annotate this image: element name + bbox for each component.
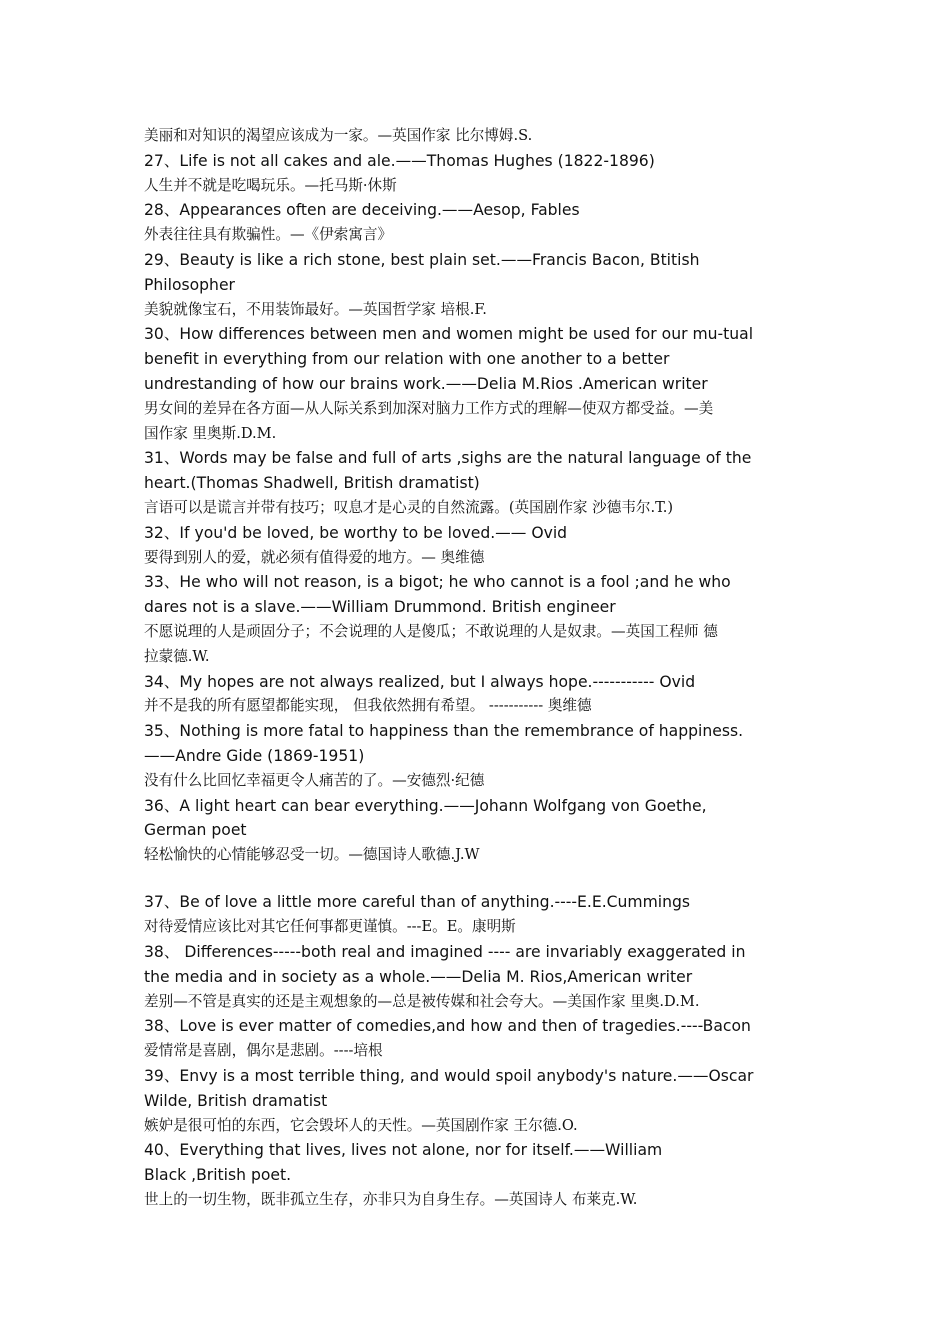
english-quote-line: 39、Envy is a most terrible thing, and would spoil anybody's nature.——Oscar (144, 1066, 754, 1085)
english-quote-line: 33、He who will not reason, is a bigot; he who cannot is a fool ;and he who (144, 573, 731, 592)
english-quote-line: Black ,British poet. (144, 1166, 292, 1185)
chinese-translation-line: 轻松愉快的心情能够忍受一切。—德国诗人歌德.J.W (144, 846, 480, 864)
chinese-translation-line: 外表往往具有欺骗性。—《伊索寓言》 (144, 226, 393, 244)
english-quote-line: 28、Appearances often are deceiving.——Aesop, Fables (144, 201, 580, 220)
english-quote-line: undrestanding of how our brains work.——Delia M.Rios .American writer (144, 374, 708, 393)
english-quote-line: 27、Life is not all cakes and ale.——Thomas Hughes (1822-1896) (144, 151, 655, 170)
chinese-translation-line: 拉蒙德.W. (144, 647, 210, 665)
english-quote-line: Philosopher (144, 275, 235, 294)
english-quote-line: 29、Beauty is like a rich stone, best plain set.——Francis Bacon, Btitish (144, 250, 700, 269)
chinese-translation-line: 男女间的差异在各方面—从人际关系到加深对脑力工作方式的理解—使双方都受益。—美 (144, 399, 714, 417)
chinese-translation-line: 差别—不管是真实的还是主观想象的—总是被传媒和社会夸大。—美国作家 里奥.D.M. (144, 992, 700, 1010)
chinese-translation-line: 不愿说理的人是顽固分子；不会说理的人是傻瓜；不敢说理的人是奴隶。—英国工程师 德 (144, 622, 718, 640)
english-quote-line: 37、Be of love a little more careful than of anything.----E.E.Cummings (144, 893, 691, 912)
english-quote-line: 40、Everything that lives, lives not alone, nor for itself.——William (144, 1141, 663, 1160)
chinese-translation-line: 爱情常是喜剧，偶尔是悲剧。----培根 (144, 1042, 383, 1060)
english-quote-line: 34、My hopes are not always realized, but I always hope.----------- Ovid (144, 672, 696, 691)
chinese-translation-line: 并不是我的所有愿望都能实现， 但我依然拥有希望。 ----------- 奥维德 (144, 697, 592, 715)
english-quote-line: German poet (144, 821, 247, 840)
english-quote-line: 30、How differences between men and women might be used for our mu-tual (144, 325, 754, 344)
english-quote-line: Wilde, British dramatist (144, 1091, 328, 1110)
chinese-translation-line: 美丽和对知识的渴望应该成为一家。—英国作家 比尔博姆.S. (144, 127, 533, 144)
chinese-translation-line: 言语可以是谎言并带有技巧；叹息才是心灵的自然流露。(英国剧作家 沙德韦尔.T.) (144, 498, 674, 516)
chinese-translation-line: 世上的一切生物，既非孤立生存，亦非只为自身生存。—英国诗人 布莱克.W. (144, 1190, 638, 1208)
quote-text-block (144, 124, 814, 1213)
chinese-translation-line: 要得到别人的爱，就必须有值得爱的地方。— 奥维德 (144, 548, 485, 566)
english-quote-line: 38、Love is ever matter of comedies,and how and then of tragedies.----Bacon (144, 1017, 751, 1036)
english-quote-line: 35、Nothing is more fatal to happiness than the remembrance of happiness. (144, 722, 744, 741)
english-quote-line: dares not is a slave.——William Drummond. British engineer (144, 598, 616, 617)
chinese-translation-line: 人生并不就是吃喝玩乐。—托马斯·休斯 (144, 176, 397, 194)
english-quote-line: heart.(Thomas Shadwell, British dramatist) (144, 474, 480, 493)
chinese-translation-line: 没有什么比回忆幸福更令人痛苦的了。—安德烈·纪德 (144, 771, 485, 789)
blank-line (144, 868, 814, 891)
chinese-translation-line: 嫉妒是很可怕的东西，它会毁坏人的天性。—英国剧作家 王尔德.O. (144, 1116, 578, 1134)
english-quote-line: benefit in everything from our relation with one another to a better (144, 350, 670, 369)
chinese-translation-line: 对待爱情应该比对其它任何事都更谨慎。---E。E。康明斯 (144, 918, 516, 936)
english-quote-line: 32、If you'd be loved, be worthy to be loved.—— Ovid (144, 523, 568, 542)
chinese-translation-line: 美貌就像宝石，不用装饰最好。—英国哲学家 培根.F. (144, 300, 487, 318)
english-quote-line: ——Andre Gide (1869-1951) (144, 746, 365, 765)
english-quote-line: the media and in society as a whole.——Delia M. Rios,American writer (144, 967, 693, 986)
english-quote-line: 36、A light heart can bear everything.——Johann Wolfgang von Goethe, (144, 796, 707, 815)
english-quote-line: 31、Words may be false and full of arts ,sighs are the natural language of the (144, 449, 752, 468)
chinese-translation-line: 国作家 里奥斯.D.M. (144, 424, 277, 442)
english-quote-line: 38、 Differences-----both real and imagined ---- are invariably exaggerated in (144, 943, 746, 961)
